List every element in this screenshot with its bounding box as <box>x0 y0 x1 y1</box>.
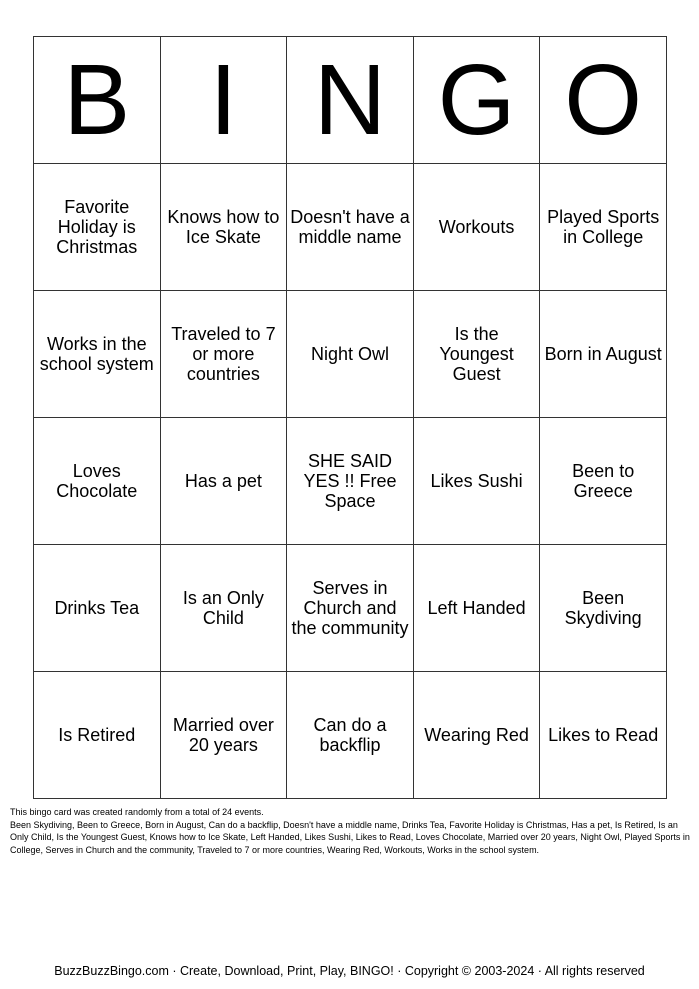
bingo-cell: Wearing Red <box>413 672 540 799</box>
bingo-cell: Left Handed <box>413 545 540 672</box>
bingo-cell: Born in August <box>540 291 667 418</box>
event-list: Been Skydiving, Been to Greece, Born in August, Can do a backflip, Doesn't have a middle name, Drinks Tea, Favorite Holiday is Christmas, Has a pet, Is Retired, Is an Only Child, Is the Youngest Guest, Knows how to Ice Skate, Left Handed, Likes Sushi, Likes to Read, Loves Chocolate, Married over 20 years, Night Owl, Played Sports in College, Serves in Church and the community, Traveled to 7 or more countries, Wearing Red, Workouts, Works in the school system. <box>10 819 690 855</box>
bingo-row <box>34 545 667 672</box>
bingo-row <box>34 291 667 418</box>
bingo-cell: Traveled to 7 or more countries <box>160 291 287 418</box>
bingo-cell: Played Sports in College <box>540 164 667 291</box>
site-footer: BuzzBuzzBingo.com · Create, Download, Print, Play, BINGO! · Copyright © 2003-2024 · All rights reserved <box>54 964 645 978</box>
bingo-cell: Likes Sushi <box>413 418 540 545</box>
bingo-cell: Can do a backflip <box>287 672 414 799</box>
free-space-cell: SHE SAID YES !! Free Space <box>287 418 414 545</box>
bingo-row <box>34 418 667 545</box>
bingo-cell: Been to Greece <box>540 418 667 545</box>
bingo-row <box>34 164 667 291</box>
bingo-cell: Is Retired <box>34 672 161 799</box>
header-letter-b: B <box>34 37 161 164</box>
header-letter-g: G <box>413 37 540 164</box>
bingo-cell: Married over 20 years <box>160 672 287 799</box>
bingo-cell: Loves Chocolate <box>34 418 161 545</box>
bingo-cell: Doesn't have a middle name <box>287 164 414 291</box>
bingo-cell: Works in the school system <box>34 291 161 418</box>
bingo-cell: Is the Youngest Guest <box>413 291 540 418</box>
bingo-card <box>33 36 667 799</box>
bingo-cell: Workouts <box>413 164 540 291</box>
bingo-cell: Serves in Church and the community <box>287 545 414 672</box>
event-list-note <box>10 806 690 856</box>
header-letter-n: N <box>287 37 414 164</box>
bingo-cell: Knows how to Ice Skate <box>160 164 287 291</box>
bingo-cell: Likes to Read <box>540 672 667 799</box>
bingo-cell: Drinks Tea <box>34 545 161 672</box>
bingo-row <box>34 672 667 799</box>
bingo-header-row <box>34 37 667 164</box>
bingo-cell: Night Owl <box>287 291 414 418</box>
bingo-cell: Has a pet <box>160 418 287 545</box>
bingo-cell: Favorite Holiday is Christmas <box>34 164 161 291</box>
header-letter-o: O <box>540 37 667 164</box>
event-summary: This bingo card was created randomly from a total of 24 events. <box>10 807 264 817</box>
bingo-cell: Is an Only Child <box>160 545 287 672</box>
header-letter-i: I <box>160 37 287 164</box>
bingo-cell: Been Skydiving <box>540 545 667 672</box>
